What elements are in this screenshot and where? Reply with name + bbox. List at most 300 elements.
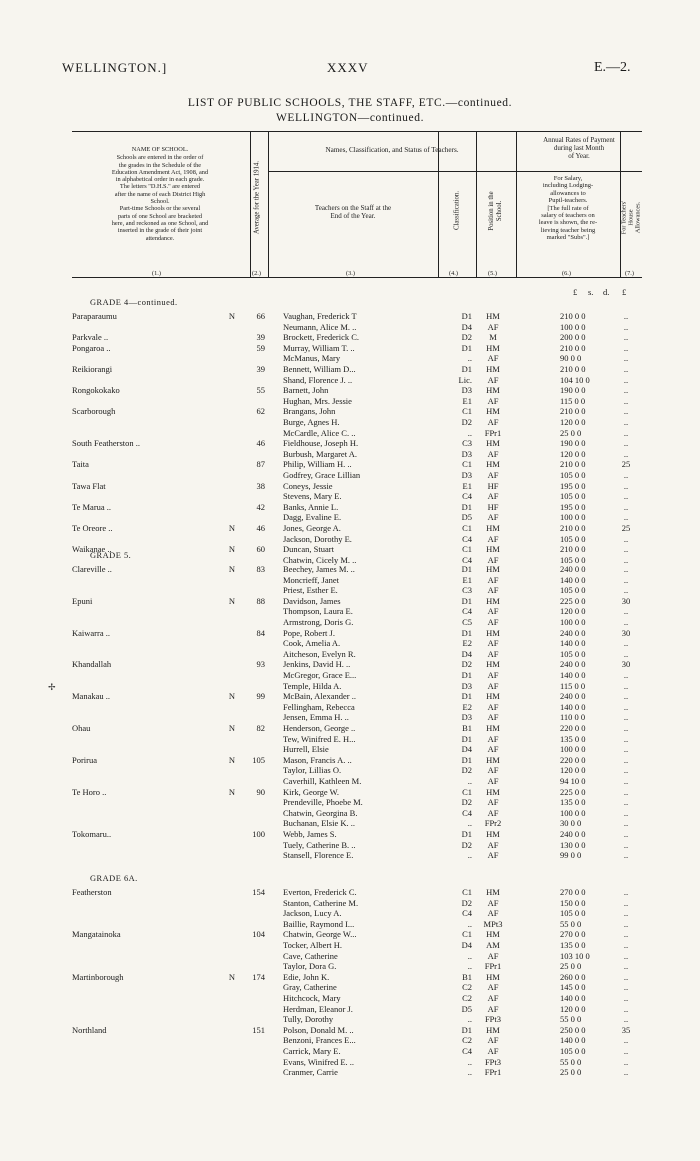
classification: D1 [461, 670, 472, 680]
pay-group-line: of Year. [568, 152, 590, 160]
classification: .. [467, 776, 472, 786]
teacher-name: Aitcheson, Evelyn R. [283, 648, 356, 659]
native-mark: N [228, 754, 236, 765]
house-allowance: .. [623, 754, 629, 765]
position: HM [486, 595, 500, 606]
classification: B1 [462, 723, 472, 733]
house-allowance: .. [623, 501, 629, 512]
salary: 220 0 0 [560, 723, 586, 733]
table-row [0, 417, 700, 428]
house-allowance: .. [623, 638, 629, 649]
position: HM [486, 459, 500, 470]
colnum-5: (5.) [488, 270, 497, 277]
classification: D2 [461, 417, 472, 427]
teacher-name: Jackson, Dorothy E. [283, 533, 352, 544]
native-mark: N [228, 971, 236, 982]
classification: .. [467, 850, 472, 861]
colnum-3: (3.) [346, 270, 355, 277]
classification: C4 [462, 491, 472, 502]
position: AF [487, 617, 499, 627]
classification: D4 [461, 648, 472, 659]
classification: D5 [461, 512, 472, 523]
position: HM [486, 364, 500, 374]
classification: D3 [461, 680, 472, 691]
house-allowance: .. [623, 971, 629, 982]
house-allowance: .. [623, 829, 629, 839]
teacher-name: Moncrieff, Janet [283, 574, 340, 585]
house-allowance: .. [623, 564, 629, 574]
position: AF [487, 839, 499, 850]
running-header-left: WELLINGTON.] [62, 60, 168, 75]
colnum-1: (1.) [152, 270, 161, 277]
table-row [0, 940, 700, 951]
pound-sign-allowance: £ [622, 287, 627, 297]
average-attendance: 39 [256, 364, 265, 374]
salary: 105 0 0 [560, 470, 586, 480]
average-attendance: 46 [256, 523, 265, 533]
salary: 25 0 0 [560, 427, 582, 438]
classification: C3 [462, 585, 472, 596]
table-row [0, 723, 700, 734]
house-allowance: .. [623, 491, 629, 502]
house-allowance: .. [623, 427, 629, 438]
table-row [0, 628, 700, 639]
house-allowance: .. [623, 544, 629, 555]
teacher-name: Burbush, Margaret A. [283, 448, 357, 459]
position: AF [487, 797, 499, 808]
table-row [0, 1014, 700, 1025]
house-allowance: .. [623, 533, 629, 544]
position: AF [487, 374, 499, 385]
house-allowance: .. [623, 765, 629, 776]
house-allowance: 30 [621, 627, 631, 638]
salary: 135 0 0 [560, 940, 586, 950]
average-attendance: 88 [256, 595, 265, 606]
table-row [0, 364, 700, 375]
table-row [0, 670, 700, 681]
classification: E1 [462, 480, 472, 491]
average-attendance: 38 [256, 480, 265, 491]
classification: D1 [461, 595, 472, 606]
teacher-name: Cave, Catherine [283, 950, 338, 961]
salary: 150 0 0 [560, 897, 586, 908]
table-row [0, 734, 700, 745]
grade-heading: GRADE 5. [90, 551, 132, 560]
col1-header [72, 146, 248, 242]
teacher-name: Hitchcock, Mary [283, 993, 341, 1003]
salary: 105 0 0 [560, 585, 586, 596]
table-row [0, 311, 700, 322]
salary: 200 0 0 [560, 332, 586, 343]
classification: D2 [461, 332, 472, 343]
school-name: Kaiwarra .. [72, 627, 110, 638]
school-name: Khandallah [72, 659, 112, 670]
position: AF [487, 1035, 499, 1046]
col6-line: Pupil-teachers. [548, 197, 588, 205]
table-row [0, 491, 700, 502]
house-allowance: .. [623, 670, 629, 680]
average-attendance: 62 [256, 406, 265, 417]
classification: .. [467, 818, 472, 829]
position: AF [487, 701, 499, 712]
salary: 105 0 0 [560, 648, 586, 659]
house-allowance: .. [623, 311, 629, 321]
classification: D3 [461, 385, 472, 396]
table-row [0, 596, 700, 607]
classification: E2 [462, 701, 472, 712]
table-row [0, 638, 700, 649]
school-name: Featherston [72, 887, 112, 897]
school-name: Paraparaumu [72, 311, 117, 321]
salary: 210 0 0 [560, 544, 586, 555]
school-name: Parkvale .. [72, 332, 109, 343]
average-attendance: 55 [256, 385, 265, 396]
teacher-name: Fellingham, Rebecca [283, 701, 355, 712]
average-attendance: 174 [252, 971, 265, 982]
teacher-name: Herdman, Eleanor J. [283, 1003, 353, 1014]
school-name: Ohau [72, 723, 91, 733]
salary: 99 0 0 [560, 850, 582, 861]
school-name: Reikiorangi [72, 364, 113, 374]
teacher-name: Stevens, Mary E. [283, 491, 342, 502]
position: HM [486, 691, 500, 702]
salary: 210 0 0 [560, 342, 586, 353]
salary: 100 0 0 [560, 744, 586, 755]
grade-heading: GRADE 6A. [90, 874, 138, 883]
table-row [0, 544, 700, 555]
classification: C4 [462, 533, 472, 544]
salary: 55 0 0 [560, 1056, 582, 1067]
teacher-name: Dagg, Evaline E. [283, 512, 342, 523]
position: HM [486, 311, 500, 321]
teacher-name: Brangans, John [283, 406, 336, 417]
position: AF [487, 491, 499, 502]
teacher-name: Webb, James S. [283, 829, 337, 839]
salary: 115 0 0 [560, 680, 586, 691]
average-attendance: 93 [256, 659, 265, 670]
school-name: Martinborough [72, 971, 124, 982]
table-row [0, 649, 700, 660]
salary: 270 0 0 [560, 887, 586, 897]
col6-line: [The full rate of [547, 204, 589, 212]
teacher-name: Duncan, Stuart [283, 544, 334, 555]
pence-sign: d. [603, 287, 610, 297]
position: HM [486, 627, 500, 638]
col1-note-line: here, and reckoned as one School, and [111, 219, 209, 227]
position: HM [486, 342, 500, 353]
table-row [0, 396, 700, 407]
average-attendance: 39 [256, 332, 265, 343]
salary: 220 0 0 [560, 754, 586, 765]
table-row [0, 617, 700, 628]
col6-line: marked "Subs".] [546, 234, 590, 242]
native-mark: N [228, 311, 236, 321]
currency-header-row [0, 287, 700, 298]
classification: D1 [461, 627, 472, 638]
house-allowance: .. [623, 797, 629, 808]
house-allowance: .. [623, 929, 629, 940]
colnum-7: (7.) [625, 270, 634, 277]
teacher-name: Banks, Annie L. [283, 501, 339, 512]
document-reference: E.—2. [594, 60, 631, 75]
teacher-name: Baillie, Raymond I... [283, 918, 355, 929]
shillings-sign: s. [588, 287, 594, 297]
house-allowance: .. [623, 480, 629, 491]
position: FPr1 [484, 427, 502, 438]
school-name: Rongokokako [72, 385, 120, 396]
salary: 120 0 0 [560, 417, 586, 427]
teacher-name: Shand, Florence J. .. [283, 374, 353, 385]
table-row [0, 512, 700, 523]
school-name: Tokomaru.. [72, 829, 112, 839]
col1-note-line: School. [150, 198, 170, 206]
house-allowance: .. [623, 342, 629, 353]
teacher-name: Tuely, Catherine B. .. [283, 839, 356, 850]
salary: 240 0 0 [560, 564, 586, 574]
classification: D2 [461, 797, 472, 808]
position: AF [487, 1003, 499, 1014]
salary: 105 0 0 [560, 908, 586, 919]
teacher-name: Thompson, Laura E. [283, 606, 353, 617]
classification: .. [467, 353, 472, 364]
salary: 55 0 0 [560, 918, 582, 929]
classification: .. [467, 427, 472, 438]
salary: 120 0 0 [560, 448, 586, 459]
classification: D1 [461, 364, 472, 374]
col2-header: Average for the Year 1914. [253, 160, 261, 235]
house-allowance: .. [623, 982, 629, 993]
house-allowance: 25 [621, 523, 631, 533]
table-row [0, 850, 700, 861]
house-allowance: .. [623, 353, 629, 364]
col3-header [268, 204, 438, 220]
page-title: LIST OF PUBLIC SCHOOLS, THE STAFF, ETC.—continued. [187, 97, 513, 109]
house-allowance: .. [623, 364, 629, 374]
school-name: Pongaroa .. [72, 342, 111, 353]
average-attendance: 154 [252, 887, 265, 897]
house-allowance: .. [623, 950, 629, 961]
salary: 195 0 0 [560, 480, 586, 491]
salary: 240 0 0 [560, 627, 586, 638]
teacher-name: Cranmer, Carrie [283, 1067, 338, 1078]
position: HM [486, 786, 500, 797]
teacher-name: Armstrong, Doris G. [283, 617, 354, 627]
teacher-name: Jensen, Emma H. .. [283, 712, 349, 723]
table-row [0, 755, 700, 766]
table-row [0, 787, 700, 798]
classification: D1 [461, 1024, 472, 1035]
teachers-group-header: Names, Classification, and Status of Teachers. [325, 146, 459, 154]
salary: 100 0 0 [560, 807, 586, 818]
house-allowance: .. [623, 680, 629, 691]
col6-line: allowances to [550, 189, 586, 197]
teacher-name: Philip, William H. .. [283, 459, 352, 470]
table-row [0, 481, 700, 492]
col1-title: NAME OF SCHOOL. [131, 146, 189, 153]
teacher-name: Fieldhouse, Joseph H. [283, 438, 359, 449]
table-row [0, 744, 700, 755]
position: HM [486, 829, 500, 839]
house-allowance: .. [623, 993, 629, 1003]
position: HM [486, 523, 500, 533]
average-attendance: 99 [256, 691, 265, 702]
position: HF [487, 501, 499, 512]
house-allowance: .. [623, 818, 629, 829]
table-row [0, 1035, 700, 1046]
position: AF [487, 850, 499, 861]
classification: C2 [462, 993, 472, 1003]
table-row [0, 438, 700, 449]
classification: Lic. [458, 374, 472, 385]
house-allowance: .. [623, 448, 629, 459]
position: MPt3 [483, 918, 503, 929]
position: HM [486, 887, 500, 897]
classification: D1 [461, 564, 472, 574]
teacher-name: Tocker, Albert H. [283, 940, 343, 950]
teacher-name: Henderson, George .. [283, 723, 356, 733]
salary: 210 0 0 [560, 459, 586, 470]
position: FPr2 [484, 818, 502, 829]
position: HM [486, 385, 500, 396]
teacher-name: Chatwin, Cicely M. .. [283, 554, 357, 565]
table-row [0, 702, 700, 713]
table-row [0, 951, 700, 962]
average-attendance: 42 [256, 501, 265, 512]
table-row [0, 797, 700, 808]
table-row [0, 908, 700, 919]
teacher-name: Bennett, William D... [283, 364, 356, 374]
school-name: Tawa Flat [72, 480, 106, 491]
average-attendance: 59 [256, 342, 265, 353]
teacher-name: Coneys, Jessie [283, 480, 333, 491]
position: AF [487, 648, 499, 659]
average-attendance: 83 [256, 564, 265, 574]
table-row [0, 606, 700, 617]
house-allowance: .. [623, 897, 629, 908]
col6-line: leave is shown, the re- [538, 219, 598, 227]
salary: 110 0 0 [560, 712, 586, 723]
salary: 100 0 0 [560, 512, 586, 523]
teacher-name: Prendeville, Phoebe M. [283, 797, 363, 808]
salary: 140 0 0 [560, 1035, 586, 1046]
house-allowance: .. [623, 585, 629, 596]
table-row [0, 343, 700, 354]
table-row [0, 712, 700, 723]
col3-line: End of the Year. [330, 212, 376, 221]
classification: C1 [462, 523, 472, 533]
teacher-name: Davidson, James [283, 595, 341, 606]
native-mark: N [228, 595, 236, 606]
native-mark: N [228, 523, 236, 533]
teacher-name: Godfrey, Grace Lillian [283, 470, 361, 480]
salary: 94 10 0 [560, 776, 586, 786]
salary: 190 0 0 [560, 385, 586, 396]
salary: 100 0 0 [560, 617, 586, 627]
table-row [0, 459, 700, 470]
salary: 30 0 0 [560, 818, 582, 829]
position: AF [487, 712, 499, 723]
average-attendance: 151 [252, 1024, 265, 1035]
col7-line: For Teachers' [620, 200, 628, 235]
house-allowance: .. [623, 606, 629, 617]
salary: 225 0 0 [560, 786, 586, 797]
house-allowance: .. [623, 438, 629, 449]
position: AF [487, 512, 499, 523]
house-allowance: .. [623, 617, 629, 627]
classification: C1 [462, 786, 472, 797]
table-row [0, 1057, 700, 1068]
salary: 130 0 0 [560, 839, 586, 850]
teacher-name: Carrick, Mary E. [283, 1046, 341, 1056]
salary: 105 0 0 [560, 533, 586, 544]
classification: C4 [462, 807, 472, 818]
salary: 25 0 0 [560, 961, 582, 972]
salary: 120 0 0 [560, 1003, 586, 1014]
position: HM [486, 929, 500, 940]
position: HM [486, 564, 500, 574]
teacher-name: Mason, Francis A. .. [283, 754, 352, 765]
salary: 190 0 0 [560, 438, 586, 449]
classification: C2 [462, 982, 472, 993]
position: HF [487, 480, 499, 491]
teacher-name: Barnett, John [283, 385, 329, 396]
house-allowance: .. [623, 1014, 629, 1025]
col6-line: salary of teachers on [541, 212, 595, 220]
col1-note-line: Part-time Schools or the several [119, 205, 201, 213]
native-mark: N [228, 564, 236, 574]
classification: .. [467, 961, 472, 972]
teacher-name: Tully, Dorothy [283, 1014, 334, 1025]
salary: 225 0 0 [560, 595, 586, 606]
house-allowance: .. [623, 712, 629, 723]
classification: D2 [461, 839, 472, 850]
classification: C4 [462, 908, 472, 919]
table-row [0, 776, 700, 787]
table-row [0, 691, 700, 702]
classification: D1 [461, 829, 472, 839]
page-subtitle: WELLINGTON—continued. [275, 112, 425, 124]
house-allowance: .. [623, 374, 629, 385]
col1-note-line: in alphabetical order in each grade. [115, 176, 205, 184]
teacher-name: Gray, Catherine [283, 982, 337, 993]
native-mark: N [228, 691, 236, 702]
salary: 210 0 0 [560, 364, 586, 374]
average-attendance: 66 [256, 311, 265, 321]
col3-line: Teachers on the Staff at the [314, 204, 392, 212]
average-attendance: 60 [256, 544, 265, 555]
average-attendance: 87 [256, 459, 265, 470]
salary: 105 0 0 [560, 554, 586, 565]
teacher-name: McCardle, Alice C. .. [283, 427, 356, 438]
table-row [0, 898, 700, 909]
teacher-name: Hughan, Mrs. Jessie [283, 395, 352, 406]
col1-note-line: Education Amendment Act, 1908, and [111, 168, 209, 176]
house-allowance: .. [623, 1046, 629, 1056]
teacher-name: Jenkins, David H. .. [283, 659, 351, 670]
col5-line: Position in the [488, 191, 495, 231]
position: AF [487, 908, 499, 919]
position: HM [486, 406, 500, 417]
salary: 270 0 0 [560, 929, 586, 940]
teacher-name: Edie, John K. [283, 971, 330, 982]
position: AF [487, 765, 499, 776]
position: HM [486, 754, 500, 765]
salary: 140 0 0 [560, 638, 586, 649]
classification: D1 [461, 754, 472, 765]
classification: .. [467, 1014, 472, 1025]
classification: D2 [461, 765, 472, 776]
teacher-name: Stanton, Catherine M. [283, 897, 359, 908]
